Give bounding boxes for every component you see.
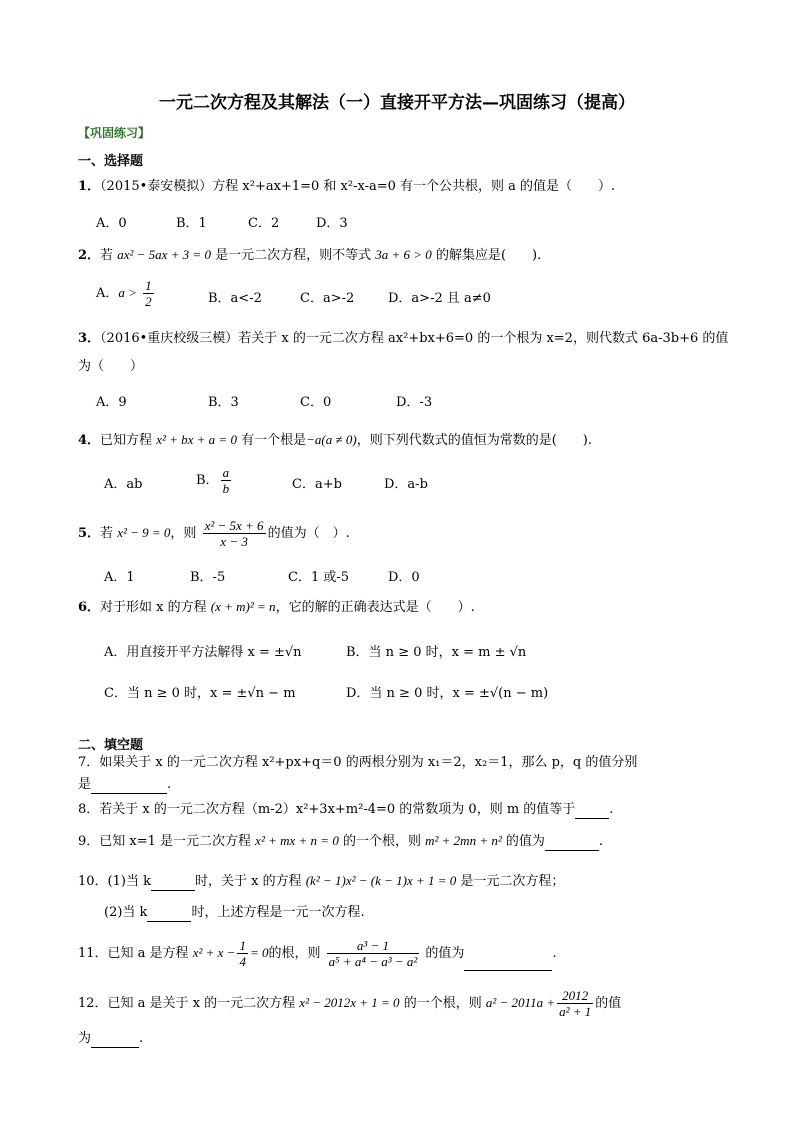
q4-option-b-label: B． [196, 473, 219, 488]
question-2 [78, 246, 541, 265]
question-1-number: 1． [78, 179, 101, 194]
q6-option-d: D．当 n ≥ 0 时，x = ±√(n − m) [346, 686, 549, 701]
q3-option-c: C．0 [300, 395, 332, 410]
q1-option-d: D．3 [316, 216, 348, 231]
q5-option-d: D．0 [388, 570, 420, 585]
question-3-line2: 为（ ） [78, 359, 144, 374]
q4-pre: 已知方程 [100, 433, 153, 448]
question-4 [78, 431, 592, 450]
q12-equation: x² − 2012x + 1 = 0 [299, 995, 400, 1010]
q2-option-d: D．a>-2 且 a≠0 [388, 291, 491, 306]
q4-mid: 有一个根是 [241, 433, 307, 448]
q10-line1-post: 是一元二次方程； [460, 874, 565, 889]
q4-option-b-fraction [221, 465, 232, 496]
q9-answer-blank[interactable] [545, 850, 599, 851]
q10-equation: (k² − 1)x² − (k − 1)x + 1 = 0 [305, 873, 457, 888]
q7-answer-blank[interactable] [91, 793, 167, 794]
fraction-numerator: 1 [145, 278, 152, 293]
question-9: 9．已知 x=1 是一元二次方程 x² + mx + n = 0 的一个根，则 m² + 2mn + n² 的值为 . [78, 833, 604, 849]
q1-option-b: B．1 [176, 216, 207, 231]
q2-option-a-label: A． [96, 286, 119, 301]
q10-line1-mid: 时，关于 x 的方程 [194, 874, 302, 889]
question-6-number: 6． [78, 600, 101, 615]
q6-post: ，它的解的正确表达式是（ ）. [275, 600, 475, 615]
fraction-numerator: 2012 [557, 988, 593, 1004]
q4-root: −a(a ≠ 0) [306, 432, 357, 447]
q9-expression: m² + 2mn + n² [425, 833, 502, 848]
q2-option-a-expr: a > [118, 285, 137, 300]
question-7-line2: 是 . [78, 777, 172, 792]
q5-pre: 若 [100, 526, 114, 541]
q7-line2-text: 是 [78, 777, 92, 792]
question-11: 11．已知 a 是方程 x² + x − $\frac{1}{4}$ = 0的根，则 $\frac{\text{a³ − 1}}{\text{a⁵ + a⁴ − a³ − a²}}$ 的值为 . [78, 938, 557, 969]
q6-equation: (x + m)² = n [210, 599, 276, 614]
q11-answer-blank[interactable] [464, 970, 552, 971]
fraction-denominator: 4 [239, 954, 246, 969]
q11-mid: 的根，则 [268, 946, 321, 961]
q10-answer-blank-2[interactable] [147, 921, 191, 922]
q8-text: 8．若关于 x 的一元二次方程（m-2）x²+3x+m²-4=0 的常数项为 0，则 m 的值等于 [78, 802, 576, 817]
fraction-denominator: b [222, 481, 230, 496]
question-3 [78, 330, 728, 348]
q3-option-b: B．3 [208, 395, 239, 410]
q2-option-a [96, 278, 156, 309]
q4-equation: x² + bx + a = 0 [156, 432, 237, 447]
question-12 [78, 986, 621, 1021]
question-3-text: （2016•重庆校级三模）若关于 x 的一元二次方程 ax²+bx+6=0 的一个根为 x=2，则代数式 6a-3b+6 的值 [100, 331, 729, 346]
practice-tag: 【巩固练习】 [78, 126, 151, 140]
fraction-denominator: x − 3 [220, 534, 248, 549]
q12-line2-text: 为 [78, 1031, 92, 1046]
q2-inequality: 3a + 6 > 0 [375, 247, 432, 262]
q11-equation-a: x² + x − [192, 945, 236, 960]
q2-equation: ax² − 5ax + 3 = 0 [117, 247, 211, 262]
q4-option-a: A．ab [104, 477, 143, 492]
q12-pre: 12．已知 a 是关于 x 的一元二次方程 [78, 996, 296, 1011]
q5-fraction [203, 518, 266, 549]
q2-pre: 若 [100, 248, 114, 263]
q11-post: 的值为 [425, 946, 465, 961]
q5-equation: x² − 9 = 0 [117, 525, 171, 540]
q4-option-d: D．a-b [384, 477, 428, 492]
fraction-denominator: a² + 1 [559, 1004, 592, 1019]
question-7: 7．如果关于 x 的一元二次方程 x²+px+q＝0 的两根分别为 x₁＝2，x₂＝1，那么 p，q 的值分别 [78, 755, 638, 770]
page-title: 一元二次方程及其解法（一）直接开平方法—巩固练习（提高） [159, 93, 635, 113]
q9-pre: 9．已知 x=1 是一元二次方程 [78, 834, 252, 849]
q8-answer-blank[interactable] [575, 818, 609, 819]
q5-option-b: B．-5 [190, 570, 226, 585]
question-2-number: 2． [78, 248, 101, 263]
q11-fraction [327, 938, 420, 969]
q2-post: 的解集应是( ). [435, 248, 542, 263]
q6-pre: 对于形如 x 的方程 [100, 600, 207, 615]
q3-option-d: D．-3 [396, 395, 433, 410]
fraction-numerator: a³ − 1 [327, 938, 420, 954]
q4-post: ，则下列代数式的值恒为常数的是( ). [356, 433, 592, 448]
question-3-number: 3． [78, 331, 101, 346]
section-choice-heading: 一、选择题 [78, 154, 144, 169]
q12-answer-blank[interactable] [91, 1047, 139, 1048]
q9-mid: 的一个根，则 [342, 834, 421, 849]
question-10 [78, 872, 564, 891]
question-5 [78, 516, 350, 551]
q9-post: 的值为 [505, 834, 545, 849]
question-12-line2: 为 . [78, 1031, 144, 1046]
section-fill-heading: 二、填空题 [78, 738, 144, 753]
q6-option-a: A．用直接开平方法解得 x = ±√n [104, 645, 302, 660]
q9-equation: x² + mx + n = 0 [255, 833, 339, 848]
q6-option-b: B．当 n ≥ 0 时，x = m ± √n [346, 645, 527, 660]
q2-mid: 是一元二次方程，则不等式 [215, 248, 372, 263]
q10-answer-blank-1[interactable] [151, 890, 195, 891]
q5-post: 的值为（ ）. [267, 526, 350, 541]
q10-line2-post: 时，上述方程是一元一次方程. [191, 905, 365, 920]
q12-post: 的值 [595, 996, 622, 1011]
question-1-text: （2015•泰安模拟）方程 x²+ax+1=0 和 x²-x-a=0 有一个公共根，则 a 的值是（ ）. [100, 179, 616, 194]
q5-option-c: C．1 或-5 [288, 570, 350, 585]
q1-option-c: C．2 [248, 216, 280, 231]
q4-option-c: C．a+b [292, 477, 342, 492]
fraction-numerator: 1 [239, 938, 246, 953]
question-8: 8．若关于 x 的一元二次方程（m-2）x²+3x+m²-4=0 的常数项为 0，则 m 的值等于 . [78, 802, 614, 817]
question-6 [78, 598, 475, 617]
q11-equation-fraction [237, 938, 248, 969]
q12-mid: 的一个根，则 [403, 996, 482, 1011]
q1-option-a: A．0 [96, 216, 127, 231]
q3-option-a: A．9 [96, 395, 127, 410]
q12-expression: a² − 2011a + [485, 995, 556, 1010]
fraction-denominator: 2 [145, 294, 152, 309]
question-5-number: 5． [78, 526, 101, 541]
q12-fraction [557, 988, 593, 1019]
q5-option-a: A．1 [104, 570, 135, 585]
q4-option-b [196, 465, 233, 496]
question-4-number: 4． [78, 433, 101, 448]
fraction-numerator: x² − 5x + 6 [204, 518, 264, 533]
q5-mid: ，则 [170, 526, 197, 541]
q10-line1-pre: 10．(1)当 k [78, 874, 151, 889]
question-10-part2 [104, 904, 365, 922]
question-1 [78, 178, 615, 196]
fraction-numerator: a [222, 465, 230, 480]
q11-equation-b: = 0 [249, 945, 269, 960]
q2-option-b: B．a<-2 [208, 291, 262, 306]
q11-pre: 11．已知 a 是方程 [78, 946, 189, 961]
fraction-denominator: a⁵ + a⁴ − a³ − a² [328, 954, 418, 969]
q10-line2-pre: (2)当 k [104, 905, 148, 920]
q6-option-c: C．当 n ≥ 0 时，x = ±√n − m [104, 686, 296, 701]
q2-option-c: C．a>-2 [300, 291, 355, 306]
q2-option-a-fraction [143, 278, 154, 309]
